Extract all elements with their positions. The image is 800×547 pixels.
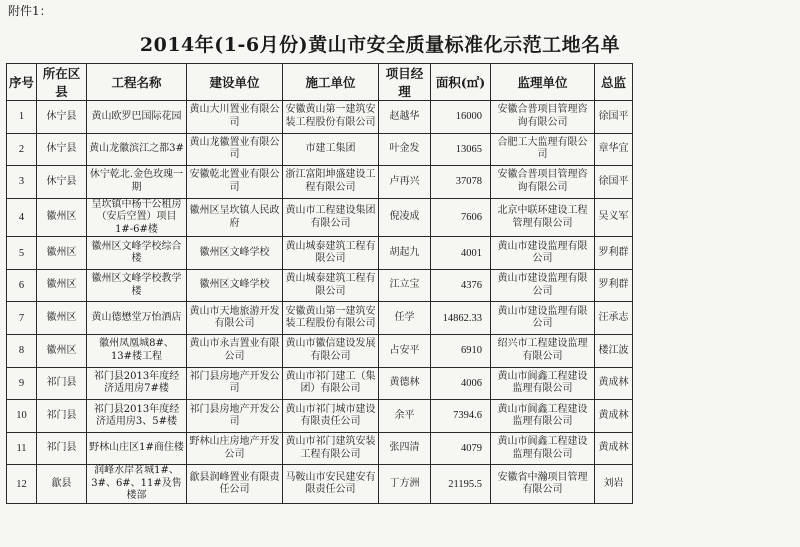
cell-area: 16000 xyxy=(431,101,491,134)
cell-project-manager: 占安平 xyxy=(379,335,431,368)
cell-county: 祁门县 xyxy=(37,432,87,465)
cell-project-manager: 张四清 xyxy=(379,432,431,465)
cell-builder: 徽州区呈坎镇人民政府 xyxy=(187,198,283,237)
cell-number: 11 xyxy=(7,432,37,465)
column-header: 面积(㎡) xyxy=(431,64,491,101)
cell-constructor: 浙江富阳坤盛建设工程有限公司 xyxy=(283,166,379,199)
cell-supervisor: 黄山市阆鑫工程建设监理有限公司 xyxy=(491,400,595,433)
cell-area: 7606 xyxy=(431,198,491,237)
cell-area: 21195.5 xyxy=(431,465,491,504)
cell-supervisor: 北京中联环建设工程管理有限公司 xyxy=(491,198,595,237)
cell-constructor: 黄山市祁门建筑安装工程有限公司 xyxy=(283,432,379,465)
cell-supervisor: 安徽省中瀚项目管理有限公司 xyxy=(491,465,595,504)
cell-number: 2 xyxy=(7,133,37,166)
cell-area: 13065 xyxy=(431,133,491,166)
cell-builder: 安徽乾北置业有限公司 xyxy=(187,166,283,199)
cell-project-name: 徽州凤凰城8#、13#楼工程 xyxy=(87,335,187,368)
cell-project-name: 呈坎镇中杨干公租房（安后空置）项目1#-6#楼 xyxy=(87,198,187,237)
cell-project-manager: 叶金发 xyxy=(379,133,431,166)
cell-builder: 野林山庄房地产开发公司 xyxy=(187,432,283,465)
cell-number: 5 xyxy=(7,237,37,270)
cell-county: 休宁县 xyxy=(37,166,87,199)
cell-builder: 徽州区文峰学校 xyxy=(187,269,283,302)
cell-area: 4006 xyxy=(431,367,491,400)
table-row xyxy=(7,367,633,400)
cell-project-name: 徽州区文峰学校教学楼 xyxy=(87,269,187,302)
cell-project-name: 黄山德懋堂万怡酒店 xyxy=(87,302,187,335)
cell-builder: 徽州区文峰学校 xyxy=(187,237,283,270)
cell-number: 6 xyxy=(7,269,37,302)
cell-builder: 祁门县房地产开发公司 xyxy=(187,400,283,433)
column-header: 工程名称 xyxy=(87,64,187,101)
cell-county: 徽州区 xyxy=(37,198,87,237)
table-body xyxy=(7,101,633,504)
cell-project-manager: 丁方洲 xyxy=(379,465,431,504)
cell-chief-supervisor: 黄成林 xyxy=(595,367,633,400)
cell-project-manager: 余平 xyxy=(379,400,431,433)
cell-number: 3 xyxy=(7,166,37,199)
cell-builder: 黄山市永吉置业有限公司 xyxy=(187,335,283,368)
cell-chief-supervisor: 吴义军 xyxy=(595,198,633,237)
cell-constructor: 市建工集团 xyxy=(283,133,379,166)
cell-constructor: 安徽黄山第一建筑安装工程股份有限公司 xyxy=(283,101,379,134)
table-row xyxy=(7,302,633,335)
cell-county: 祁门县 xyxy=(37,400,87,433)
table-row xyxy=(7,335,633,368)
cell-chief-supervisor: 汪承志 xyxy=(595,302,633,335)
table-row xyxy=(7,166,633,199)
cell-supervisor: 黄山市建设监理有限公司 xyxy=(491,269,595,302)
column-header: 监理单位 xyxy=(491,64,595,101)
cell-area: 14862.33 xyxy=(431,302,491,335)
cell-supervisor: 绍兴市工程建设监理有限公司 xyxy=(491,335,595,368)
column-header: 所在区县 xyxy=(37,64,87,101)
cell-number: 9 xyxy=(7,367,37,400)
cell-county: 徽州区 xyxy=(37,269,87,302)
cell-number: 1 xyxy=(7,101,37,134)
cell-chief-supervisor: 罗利群 xyxy=(595,269,633,302)
page-title: 2014年(1-6月份)黄山市安全质量标准化示范工地名单 xyxy=(139,34,621,56)
cell-constructor: 黄山城泰建筑工程有限公司 xyxy=(283,237,379,270)
table-row xyxy=(7,198,633,237)
cell-project-manager: 黄德林 xyxy=(379,367,431,400)
cell-chief-supervisor: 楼江波 xyxy=(595,335,633,368)
cell-constructor: 黄山城泰建筑工程有限公司 xyxy=(283,269,379,302)
cell-project-manager: 卢再兴 xyxy=(379,166,431,199)
cell-chief-supervisor: 章华宜 xyxy=(595,133,633,166)
table-row xyxy=(7,101,633,134)
cell-number: 10 xyxy=(7,400,37,433)
cell-builder: 黄山市天地旅游开发有限公司 xyxy=(187,302,283,335)
cell-supervisor: 安徽合普项目管理咨询有限公司 xyxy=(491,101,595,134)
cell-area: 4376 xyxy=(431,269,491,302)
cell-supervisor: 黄山市阆鑫工程建设监理有限公司 xyxy=(491,432,595,465)
cell-area: 6910 xyxy=(431,335,491,368)
cell-supervisor: 合肥工大监理有限公司 xyxy=(491,133,595,166)
cell-county: 徽州区 xyxy=(37,302,87,335)
cell-builder: 歙县润峰置业有限责任公司 xyxy=(187,465,283,504)
cell-supervisor: 黄山市建设监理有限公司 xyxy=(491,302,595,335)
attachment-label: 附件1： xyxy=(8,4,52,18)
cell-area: 4079 xyxy=(431,432,491,465)
cell-project-manager: 倪凌成 xyxy=(379,198,431,237)
cell-area: 7394.6 xyxy=(431,400,491,433)
table-row xyxy=(7,237,633,270)
cell-constructor: 马鞍山市安民建安有限责任公司 xyxy=(283,465,379,504)
cell-county: 歙县 xyxy=(37,465,87,504)
cell-project-name: 润峰水岸茗城1#、3#、6#、11#及售楼部 xyxy=(87,465,187,504)
cell-supervisor: 安徽合普项目管理咨询有限公司 xyxy=(491,166,595,199)
cell-chief-supervisor: 徐国平 xyxy=(595,101,633,134)
cell-builder: 黄山大川置业有限公司 xyxy=(187,101,283,134)
cell-project-name: 黄山龙徽滨江之都3# xyxy=(87,133,187,166)
cell-constructor: 黄山市祁门城市建设有限责任公司 xyxy=(283,400,379,433)
cell-project-manager: 江立宝 xyxy=(379,269,431,302)
cell-builder: 祁门县房地产开发公司 xyxy=(187,367,283,400)
table-row xyxy=(7,269,633,302)
cell-constructor: 黄山市工程建设集团有限公司 xyxy=(283,198,379,237)
column-header: 施工单位 xyxy=(283,64,379,101)
cell-project-name: 徽州区文峰学校综合楼 xyxy=(87,237,187,270)
cell-county: 休宁县 xyxy=(37,133,87,166)
column-header: 序号 xyxy=(7,64,37,101)
cell-chief-supervisor: 罗利群 xyxy=(595,237,633,270)
cell-number: 7 xyxy=(7,302,37,335)
cell-chief-supervisor: 徐国平 xyxy=(595,166,633,199)
cell-supervisor: 黄山市阆鑫工程建设监理有限公司 xyxy=(491,367,595,400)
table-header-row xyxy=(7,64,633,101)
cell-project-name: 祁门县2013年度经济适用房3、5#楼 xyxy=(87,400,187,433)
cell-project-name: 祁门县2013年度经济适用房7#楼 xyxy=(87,367,187,400)
cell-project-name: 黄山欧罗巴国际花园 xyxy=(87,101,187,134)
cell-project-manager: 任学 xyxy=(379,302,431,335)
cell-chief-supervisor: 黄成林 xyxy=(595,400,633,433)
column-header: 项目经理 xyxy=(379,64,431,101)
cell-chief-supervisor: 刘岩 xyxy=(595,465,633,504)
cell-number: 4 xyxy=(7,198,37,237)
cell-builder: 黄山龙徽置业有限公司 xyxy=(187,133,283,166)
cell-constructor: 黄山市徽信建设发展有限公司 xyxy=(283,335,379,368)
table-row xyxy=(7,465,633,504)
cell-county: 徽州区 xyxy=(37,237,87,270)
cell-county: 徽州区 xyxy=(37,335,87,368)
cell-number: 8 xyxy=(7,335,37,368)
cell-county: 祁门县 xyxy=(37,367,87,400)
cell-number: 12 xyxy=(7,465,37,504)
cell-chief-supervisor: 黄成林 xyxy=(595,432,633,465)
cell-area: 37078 xyxy=(431,166,491,199)
table-row xyxy=(7,432,633,465)
cell-constructor: 黄山市祁门建工（集团）有限公司 xyxy=(283,367,379,400)
table-row xyxy=(7,133,633,166)
cell-supervisor: 黄山市建设监理有限公司 xyxy=(491,237,595,270)
table-row xyxy=(7,400,633,433)
demonstration-site-table xyxy=(6,63,633,504)
column-header: 总监 xyxy=(595,64,633,101)
cell-constructor: 安徽黄山第一建筑安装工程股份有限公司 xyxy=(283,302,379,335)
cell-county: 休宁县 xyxy=(37,101,87,134)
cell-project-name: 野林山庄区1#商住楼 xyxy=(87,432,187,465)
cell-project-manager: 胡起九 xyxy=(379,237,431,270)
cell-project-manager: 赵越华 xyxy=(379,101,431,134)
cell-area: 4001 xyxy=(431,237,491,270)
column-header: 建设单位 xyxy=(187,64,283,101)
cell-project-name: 休宁乾北.金色玫瑰一期 xyxy=(87,166,187,199)
